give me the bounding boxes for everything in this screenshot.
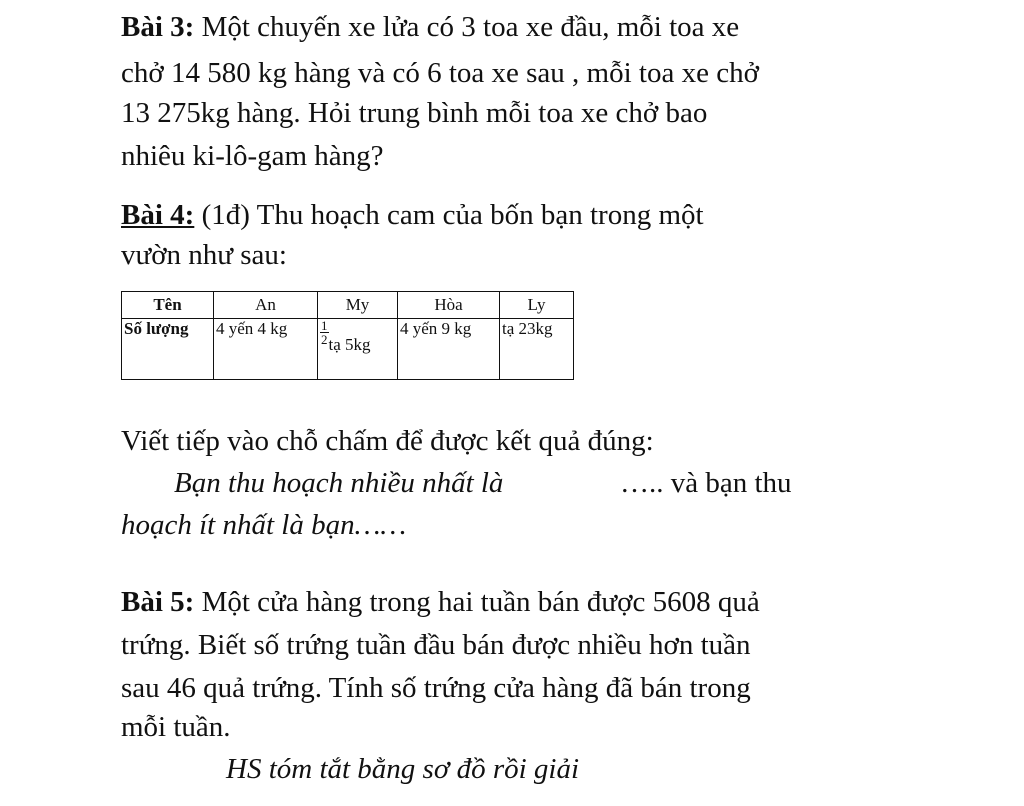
bai4-fill-dots: ….. và bạn thu [620, 467, 792, 499]
header-ly: Ly [500, 292, 574, 319]
bai4-text-1: (1đ) Thu hoạch cam của bốn bạn trong một [194, 199, 704, 231]
fraction-half: $\frac{1}{2}$ [321, 318, 328, 347]
cell-my-rest: tạ 5kg [328, 335, 371, 354]
bai4-fill-line-1a: Bạn thu hoạch nhiều nhất là [174, 467, 504, 499]
bai4-fill-line-2: hoạch ít nhất là bạn…… [121, 509, 407, 541]
bai5-label: Bài 5: [121, 586, 195, 618]
cell-my [318, 319, 398, 380]
table-row [122, 319, 574, 380]
bai4-instruction: Viết tiếp vào chỗ chấm để được kết quả đúng: [121, 425, 654, 457]
bai3-line-1 [121, 10, 739, 44]
header-an: An [214, 292, 318, 319]
cell-hoa: 4 yến 9 kg [398, 319, 500, 380]
bai3-line-2: chở 14 580 kg hàng và có 6 toa xe sau , mỗi toa xe chở [121, 57, 759, 89]
bai3-text-1: Một chuyến xe lửa có 3 toa xe đầu, mỗi toa xe [194, 11, 740, 43]
table-header-row [122, 292, 574, 319]
bai4-label: Bài 4: [121, 199, 195, 231]
cell-an: 4 yến 4 kg [214, 319, 318, 380]
bai4-line-1 [121, 198, 704, 232]
bai4-line-2: vườn như sau: [121, 239, 287, 271]
cell-ly: tạ 23kg [500, 319, 574, 380]
harvest-table [121, 291, 574, 380]
bai4-fill-line-1b [620, 466, 792, 500]
bai3-line-4: nhiêu ki-lô-gam hàng? [121, 140, 384, 172]
bai5-line-4: mỗi tuần. [121, 711, 231, 743]
bai5-line-2: trứng. Biết số trứng tuần đầu bán được nhiều hơn tuần [121, 629, 751, 661]
header-my: My [318, 292, 398, 319]
header-hoa: Hòa [398, 292, 500, 319]
bai5-note: HS tóm tắt bằng sơ đồ rồi giải [226, 753, 580, 785]
bai5-line-1 [121, 585, 760, 619]
bai3-line-3: 13 275kg hàng. Hỏi trung bình mỗi toa xe chở bao [121, 97, 708, 129]
bai3-label: Bài 3: [121, 11, 195, 43]
header-ten: Tên [122, 292, 214, 319]
bai5-line-3: sau 46 quả trứng. Tính số trứng cửa hàng đã bán trong [121, 672, 751, 704]
row-label-so-luong: Số lượng [122, 319, 214, 380]
bai5-text-1: Một cửa hàng trong hai tuần bán được 5608 quả [194, 586, 760, 618]
